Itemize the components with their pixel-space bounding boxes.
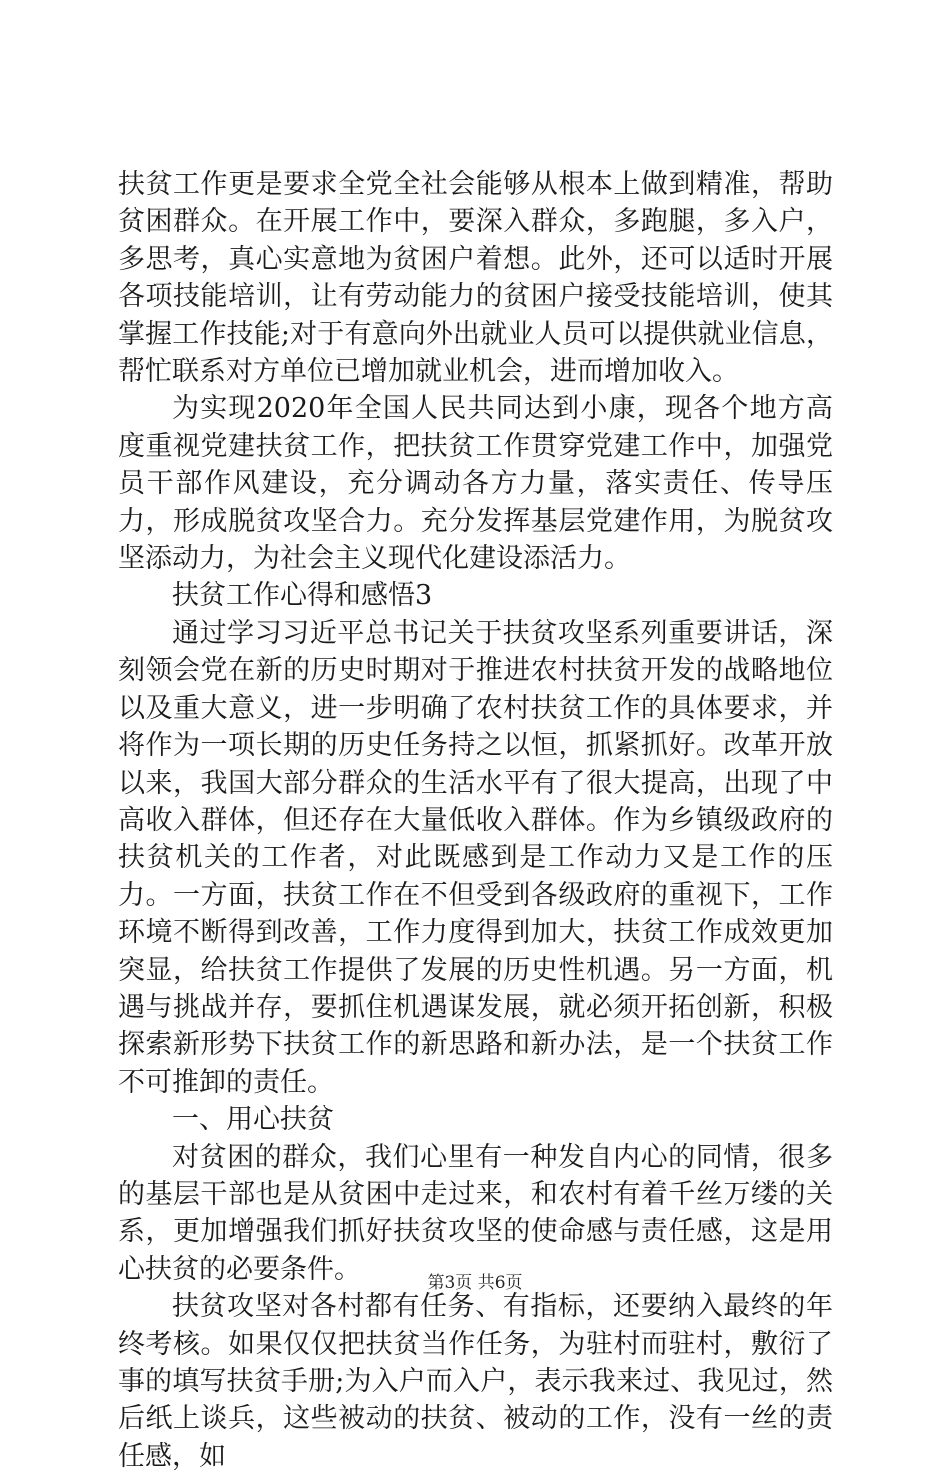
paragraph-study-speech: 通过学习习近平总书记关于扶贫攻坚系列重要讲话，深刻领会党在新的历史时期对于推进农村扶贫开发的战略地位以及重大意义，进一步明确了农村扶贫工作的具体要求，并将作为一项长期的历史任务持之以恒，抓紧抓好。改革开放以来，我国大部分群众的生活水平有了很大提高，出现了中高收入群体，但还存在大量低收入群体。作为乡镇级政府的扶贫机关的工作者，对此既感到是工作动力又是工作的压力。一方面，扶贫工作在不但受到各级政府的重视下，工作环境不断得到改善，工作力度得到加大，扶贫工作成效更加突显，给扶贫工作提供了发展的历史性机遇。另一方面，机遇与挑战并存，要抓住机遇谋发展，就必须开拓创新，积极探索新形势下扶贫工作的新思路和新办法，是一个扶贫工作不可推卸的责任。	[118, 617, 833, 1098]
paragraph-assessment: 扶贫攻坚对各村都有任务、有指标，还要纳入最终的年终考核。如果仅仅把扶贫当作任务，为驻村而驻村，敷衍了事的填写扶贫手册;为入户而入户，表示我来过、我见过，然后纸上谈兵，这些被动的扶贫、被动的工作，没有一丝的责任感，如	[118, 1291, 833, 1472]
page-number: 第3页 共6页	[427, 1273, 523, 1293]
subheading-yongxin-fupin: 一、用心扶贫	[172, 1104, 334, 1136]
paragraph-continuation: 扶贫工作更是要求全党全社会能够从根本上做到精准，帮助贫困群众。在开展工作中，要深入群众，多跑腿，多入户，多思考，真心实意地为贫困户着想。此外，还可以适时开展各项技能培训，让有劳动能力的贫困户接受技能培训，使其掌握工作技能;对于有意向外出就业人员可以提供就业信息，帮忙联系对方单位已增加就业机会，进而增加收入。	[118, 169, 833, 388]
paragraph-xiaokang: 为实现2020年全国人民共同达到小康，现各个地方高度重视党建扶贫工作，把扶贫工作贯穿党建工作中，加强党员干部作风建设，充分调动各方力量，落实责任、传导压力，形成脱贫攻坚合力。充分发挥基层党建作用，为脱贫攻坚添动力，为社会主义现代化建设添活力。	[118, 393, 833, 575]
paragraph-sympathy: 对贫困的群众，我们心里有一种发自内心的同情，很多的基层干部也是从贫困中走过来，和农村有着千丝万缕的关系，更加增强我们抓好扶贫攻坚的使命感与责任感，这是用心扶贫的必要条件。	[118, 1141, 833, 1285]
section-title: 扶贫工作心得和感悟3	[172, 580, 433, 612]
page-footer	[0, 1268, 950, 1293]
